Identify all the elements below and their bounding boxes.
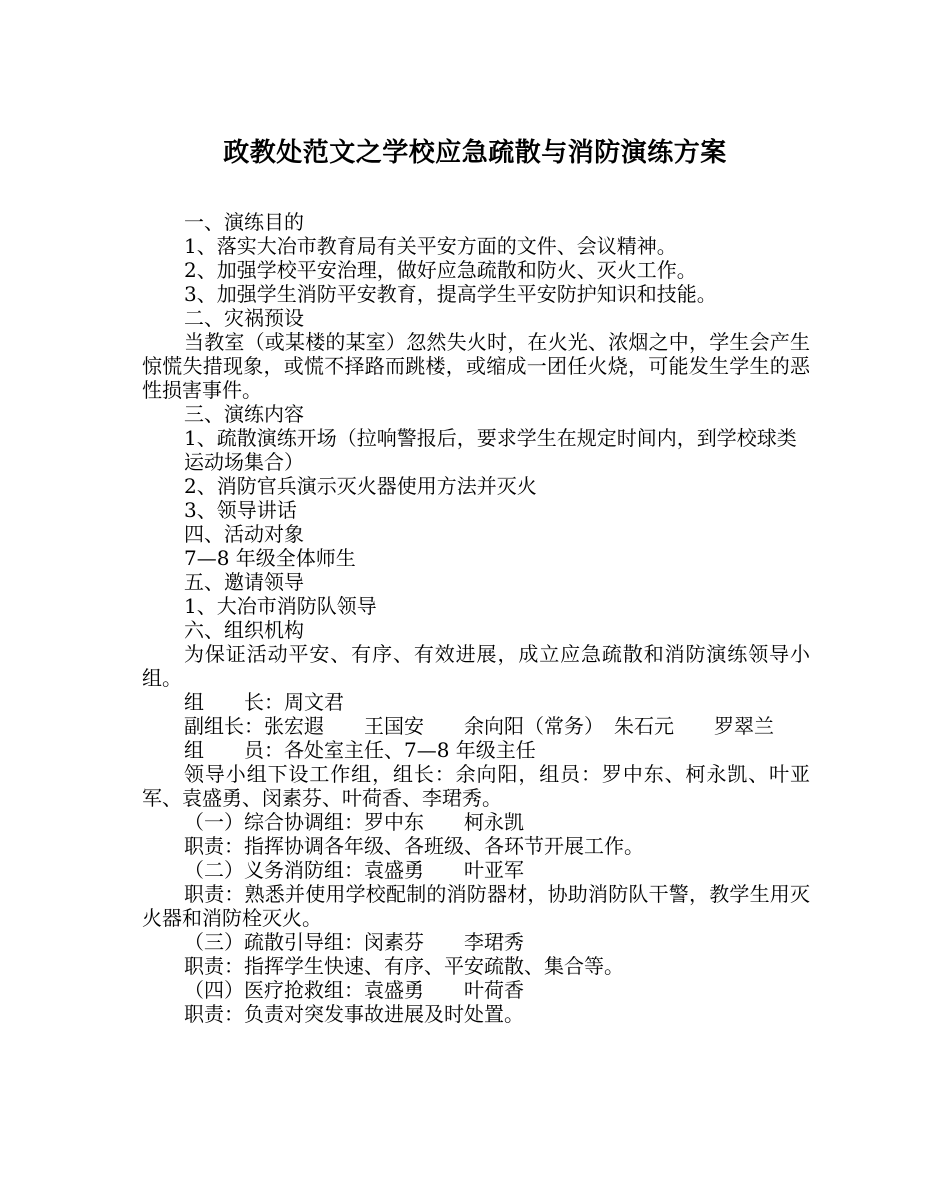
paragraph: 1、大冶市消防队领导 — [184, 594, 377, 618]
paragraph: 7—8 年级全体师生 — [184, 546, 356, 570]
paragraph: （三）疏散引导组：闵素芬 李珺秀 — [184, 930, 524, 954]
paragraph: 当教室（或某楼的某室）忽然失火时，在火光、浓烟之中，学生会产生惊慌失措现象，或慌不择路而跳楼，或缩成一团任火烧，可能发生学生的恶性损害事件。 — [142, 330, 810, 402]
paragraph: 副组长：张宏遐 王国安 余向阳（常务） 朱石元 罗翠兰 — [184, 714, 774, 738]
paragraph: （一）综合协调组：罗中东 柯永凯 — [184, 810, 524, 834]
paragraph: （二）义务消防组：袁盛勇 叶亚军 — [184, 858, 524, 882]
section-heading: 四、活动对象 — [184, 522, 304, 546]
paragraph: 职责：熟悉并使用学校配制的消防器材，协助消防队干警，教学生用灭火器和消防栓灭火。 — [142, 882, 810, 930]
paragraph: 2、消防官兵演示灭火器使用方法并灭火 — [184, 474, 537, 498]
paragraph: 3、领导讲话 — [184, 498, 297, 522]
paragraph: 组 长：周文君 — [184, 690, 344, 714]
document-body — [142, 210, 810, 1026]
section-heading: 三、演练内容 — [184, 402, 304, 426]
paragraph: 职责：指挥学生快速、有序、平安疏散、集合等。 — [184, 954, 624, 978]
paragraph: 为保证活动平安、有序、有效进展，成立应急疏散和消防演练领导小组。 — [142, 642, 810, 690]
section-heading: 一、演练目的 — [184, 210, 304, 234]
paragraph: 领导小组下设工作组，组长：余向阳，组员：罗中东、柯永凯、叶亚军、袁盛勇、闵素芬、叶荷香、李珺秀。 — [142, 762, 810, 810]
paragraph: 3、加强学生消防平安教育，提高学生平安防护知识和技能。 — [184, 282, 717, 306]
paragraph: 运动场集合） — [184, 450, 304, 474]
section-heading: 六、组织机构 — [184, 618, 304, 642]
paragraph: 1、落实大冶市教育局有关平安方面的文件、会议精神。 — [184, 234, 677, 258]
paragraph: 组 员：各处室主任、7—8 年级主任 — [184, 738, 536, 762]
section-heading: 二、灾祸预设 — [184, 306, 304, 330]
paragraph: 职责：指挥协调各年级、各班级、各环节开展工作。 — [184, 834, 644, 858]
paragraph: 1、疏散演练开场（拉响警报后，要求学生在规定时间内，到学校球类 — [184, 426, 797, 450]
paragraph: 2、加强学校平安治理，做好应急疏散和防火、灭火工作。 — [184, 258, 697, 282]
section-heading: 五、邀请领导 — [184, 570, 304, 594]
document-title: 政教处范文之学校应急疏散与消防演练方案 — [223, 138, 727, 168]
paragraph: 职责：负责对突发事故进展及时处置。 — [184, 1002, 524, 1026]
paragraph: （四）医疗抢救组：袁盛勇 叶荷香 — [184, 978, 524, 1002]
